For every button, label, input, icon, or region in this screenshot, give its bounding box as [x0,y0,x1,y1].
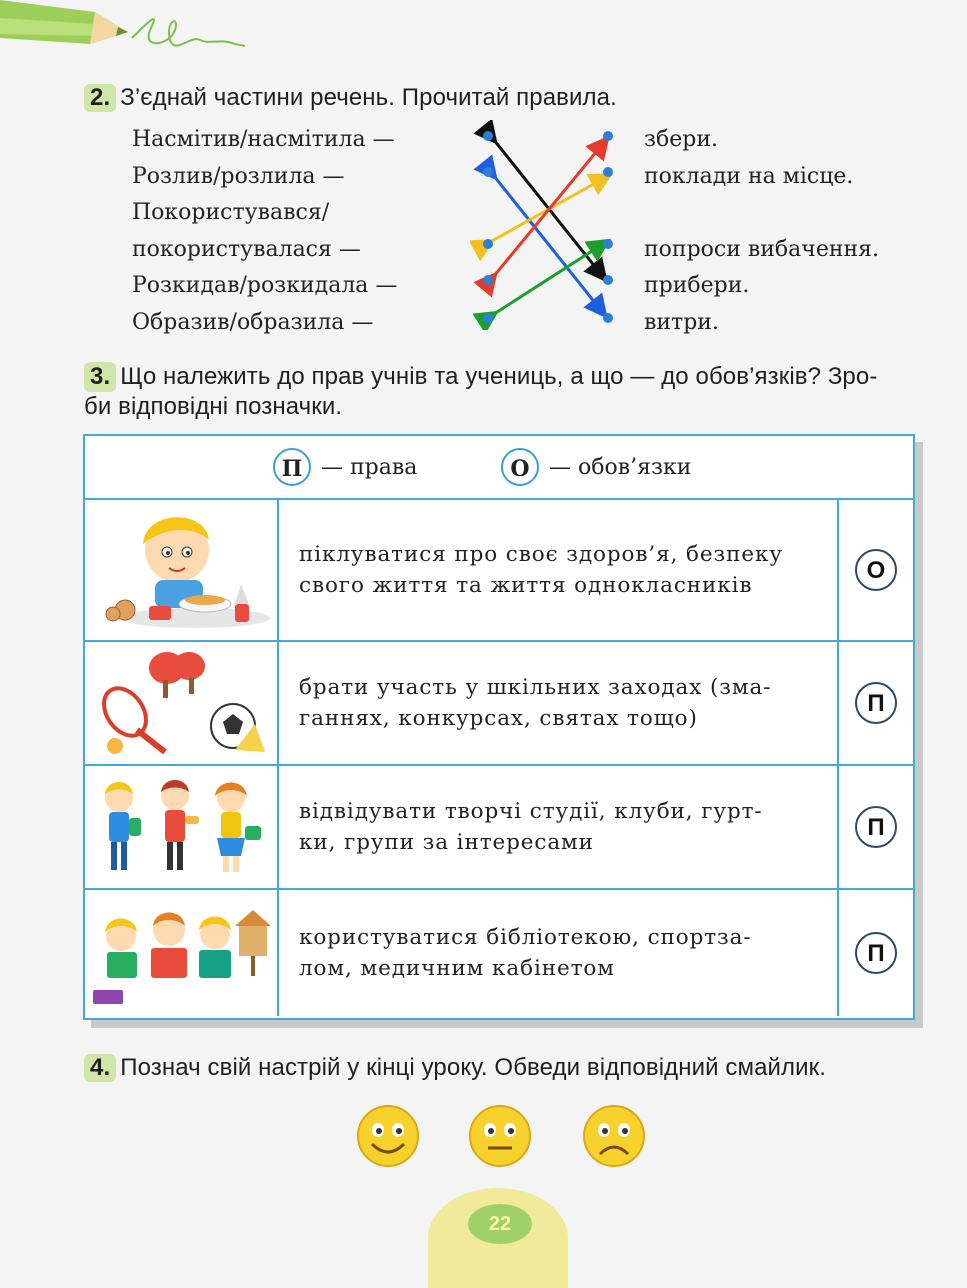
row-text-line: відвідувати творчі студії, клуби, гурт- [299,799,763,824]
page-number: 22 [468,1204,532,1244]
answer-cell[interactable] [837,766,913,888]
row-text [299,539,829,601]
sports-equipment-illustration [85,642,279,764]
happy-smiley-icon[interactable] [358,1106,418,1166]
table-row [85,890,913,1016]
task-2-instruction [84,84,617,112]
task-2-left-column [132,122,397,341]
task-2-number: 2. [84,84,116,112]
children-walking-illustration [85,766,279,888]
dot [603,167,613,177]
task-3-text-line1: Що належить до прав учнів та учениць, а що — до обов’язків? Зро- [120,363,878,390]
sad-smiley-icon[interactable] [584,1106,644,1166]
rights-symbol: П [273,448,311,486]
row-text [299,796,829,858]
children-reading-illustration [85,890,279,1016]
duties-label: — обов’язки [549,454,692,480]
legend-rights [273,448,417,486]
row-text-line: брати участь у шкільних заходах (зма- [299,675,772,700]
table-row [85,500,913,642]
neutral-smiley-icon[interactable] [470,1106,530,1166]
task-3-instruction [84,362,924,422]
dot [483,131,493,141]
boy-eating-illustration [85,500,279,640]
answer-mark[interactable]: О [855,549,897,591]
table-row [85,642,913,766]
task-3-number: 3. [84,362,116,392]
row-text-line: ганнях, конкурсах, святах тощо) [299,706,698,731]
right-item: витри. [644,309,719,335]
answer-mark[interactable]: П [855,932,897,974]
task-2-text: З’єднай частини речень. Прочитай правила. [120,84,617,111]
pencil-illustration [0,0,260,70]
left-item: Розлив/розлила — [132,163,345,189]
rights-label: — права [321,454,418,480]
right-item: збери. [644,127,719,152]
left-item: покористувалася — [132,236,361,262]
right-item: прибери. [644,273,750,298]
legend-duties [501,448,691,486]
arrow-blue [494,176,604,314]
dot [603,313,613,323]
answer-cell[interactable] [837,890,913,1016]
row-text-line: ки, групи за інтересами [299,830,594,855]
table-row [85,766,913,890]
left-item: Образив/образила — [132,309,374,335]
answer-mark[interactable]: П [855,806,897,848]
task-4-text: Познач свій настрій у кінці уроку. Обведи відповідний смайлик. [120,1054,827,1081]
left-item: Покористувався/ [132,200,330,225]
left-item: Насмітив/насмітила — [132,127,395,152]
row-text-line: свого життя та життя однокласників [299,573,753,598]
row-text [299,922,829,984]
task-4-number: 4. [84,1054,116,1082]
duties-symbol: О [501,448,539,486]
mood-smileys [356,1104,656,1174]
dot [603,131,613,141]
task-2-right-column [644,122,879,341]
dot [483,167,493,177]
arrow-green [494,242,606,314]
right-item: поклади на місце. [644,163,854,189]
task-3-text-line2: би відповідні позначки. [84,393,343,420]
dot [483,313,493,323]
right-item [644,195,879,232]
dot [603,239,613,249]
rights-duties-table [83,434,915,1020]
matching-arrows [470,120,630,330]
task-4-instruction [84,1054,826,1082]
row-text-line: піклуватися про своє здоров’я, безпеку [299,542,783,567]
dot [483,239,493,249]
answer-mark[interactable]: П [855,682,897,724]
row-text [299,672,829,734]
table-legend [85,436,913,500]
right-item: попроси вибачення. [644,236,880,262]
dot [603,275,613,285]
row-text-line: користуватися бібліотекою, спортза- [299,925,752,950]
row-text-line: лом, медичним кабінетом [299,956,615,981]
left-item: Розкидав/розкидала — [132,273,398,298]
dot [483,275,493,285]
answer-cell[interactable] [837,500,913,640]
answer-cell[interactable] [837,642,913,764]
